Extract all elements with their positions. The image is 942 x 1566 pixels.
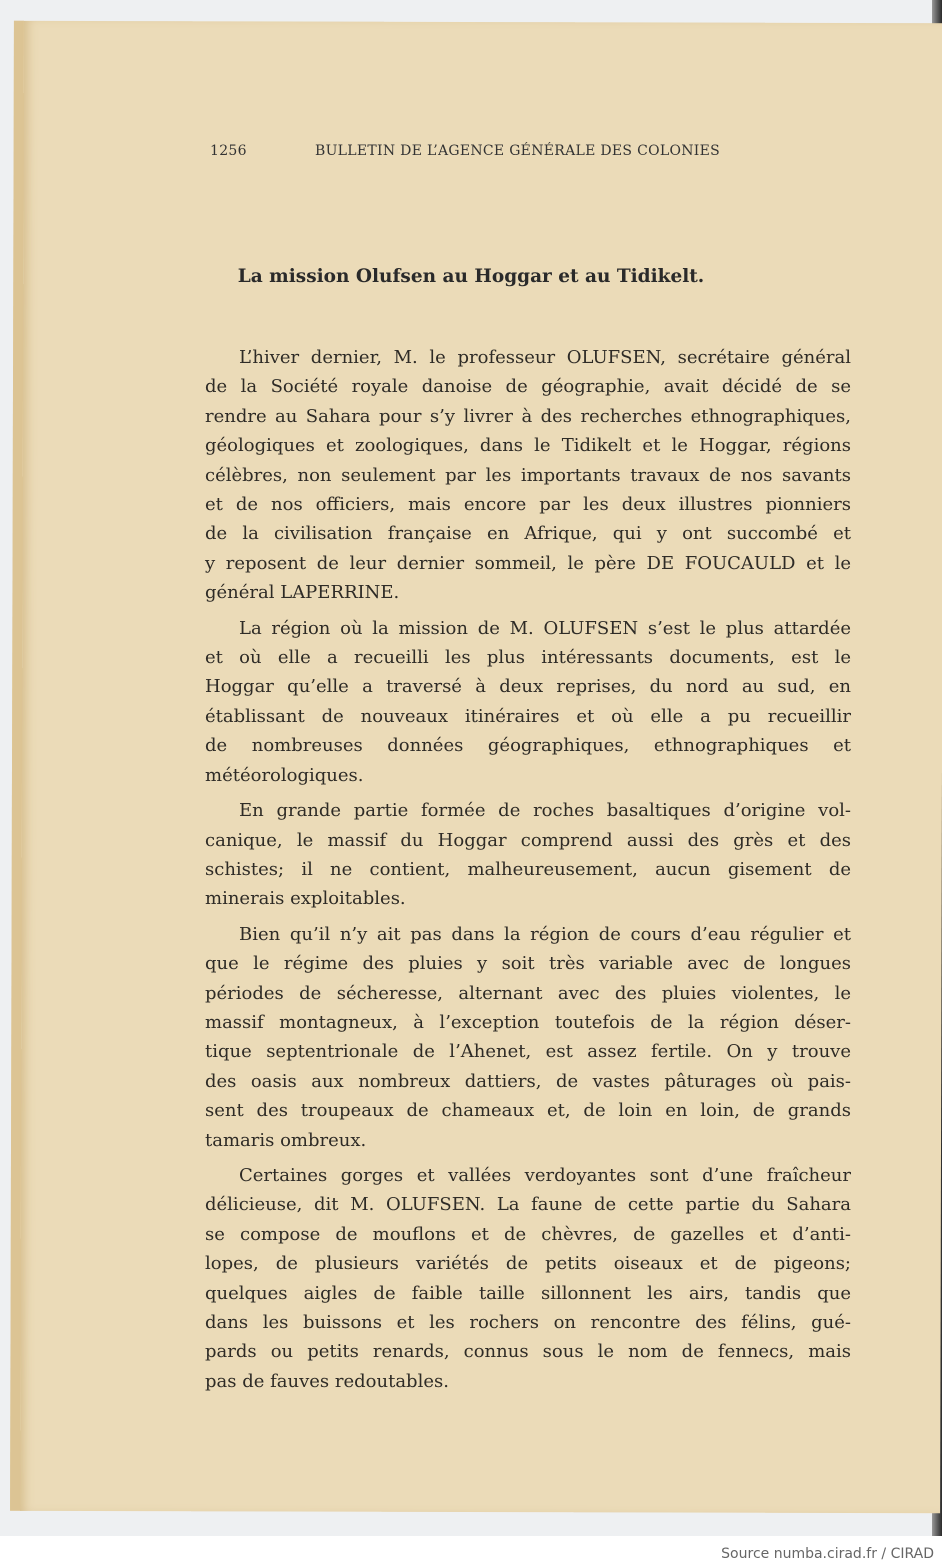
text-line: se compose de mouflons et de chèvres, de gazelles et d’anti- — [205, 1223, 851, 1245]
text-line: général LAPERRINE. — [205, 582, 400, 604]
text-line: pards ou petits renards, connus sous le nom de fennecs, mais — [205, 1341, 851, 1363]
text-line: pas de fauves redoutables. — [205, 1370, 449, 1392]
text-line: périodes de sécheresse, alternant avec des pluies violentes, le — [205, 982, 851, 1004]
text-line: des oasis aux nombreux dattiers, de vastes pâturages où pais- — [205, 1070, 851, 1092]
text-line: de la civilisation française en Afrique, qui y ont succombé et — [205, 523, 851, 545]
article-title: La mission Olufsen au Hoggar et au Tidikelt. — [237, 266, 705, 287]
text-line: dans les buissons et les rochers on rencontre des félins, gué- — [205, 1312, 851, 1333]
text-line: Bien qu’il n’y ait pas dans la région de cours d’eau régulier et — [239, 923, 851, 945]
text-line: y reposent de leur dernier sommeil, le père DE FOUCAULD et le — [205, 552, 851, 574]
text-line: géologiques et zoologiques, dans le Tidikelt et le Hoggar, régions — [205, 435, 851, 457]
paragraph — [205, 614, 851, 790]
text-line: météorologiques. — [205, 764, 364, 786]
text-line: sent des troupeaux de chameaux et, de loin en loin, de grands — [205, 1100, 851, 1122]
text-line: Certaines gorges et vallées verdoyantes sont d’une fraîcheur — [239, 1164, 851, 1186]
text-line: rendre au Sahara pour s’y livrer à des recherches ethnographiques, — [205, 405, 851, 427]
text-line: minerais exploitables. — [205, 888, 406, 910]
text-line: Hoggar qu’elle a traversé à deux reprises, du nord au sud, en — [205, 676, 851, 698]
running-title: BULLETIN DE L’AGENCE GÉNÉRALE DES COLONIES — [315, 143, 721, 159]
text-line: et de nos officiers, mais encore par les deux illustres pionniers — [205, 494, 851, 516]
text-line: lopes, de plusieurs variétés de petits oiseaux et de pigeons; — [205, 1253, 851, 1275]
text-line: massif montagneux, à l’exception toutefois de la région déser- — [205, 1011, 851, 1033]
text-line: que le régime des pluies y soit très variable avec de longues — [205, 953, 851, 975]
text-line: quelques aigles de faible taille sillonnent les airs, tandis que — [205, 1282, 851, 1304]
text-line: et où elle a recueilli les plus intéressants documents, est le — [205, 647, 851, 669]
text-line: La région où la mission de M. OLUFSEN s’est le plus attardée — [239, 617, 851, 639]
text-line: tamaris ombreux. — [205, 1129, 367, 1151]
paragraph — [205, 796, 851, 914]
running-header — [210, 143, 750, 159]
text-line: L’hiver dernier, M. le professeur OLUFSEN, secrétaire général — [239, 347, 851, 368]
text-line: canique, le massif du Hoggar comprend aussi des grès et des — [205, 829, 851, 851]
text-line: de nombreuses données géographiques, ethnographiques et — [205, 735, 851, 757]
text-line: établissant de nouveaux itinéraires et où elle a pu recueillir — [205, 705, 851, 727]
paragraph — [205, 920, 851, 1155]
paragraph — [205, 1161, 851, 1396]
source-credit: Source numba.cirad.fr / CIRAD — [721, 1546, 934, 1562]
text-line: En grande partie formée de roches basaltiques d’origine vol- — [239, 800, 851, 822]
paragraph — [205, 343, 851, 608]
page-number: 1256 — [210, 143, 247, 159]
text-line: célèbres, non seulement par les importants travaux de nos savants — [205, 464, 851, 486]
article-body — [205, 343, 851, 1402]
text-line: délicieuse, dit M. OLUFSEN. La faune de cette partie du Sahara — [205, 1194, 851, 1216]
text-line: tique septentrionale de l’Ahenet, est assez fertile. On y trouve — [205, 1041, 851, 1063]
text-line: schistes; il ne contient, malheureusement, aucun gisement de — [205, 858, 851, 880]
text-line: de la Société royale danoise de géographie, avait décidé de se — [205, 376, 851, 398]
